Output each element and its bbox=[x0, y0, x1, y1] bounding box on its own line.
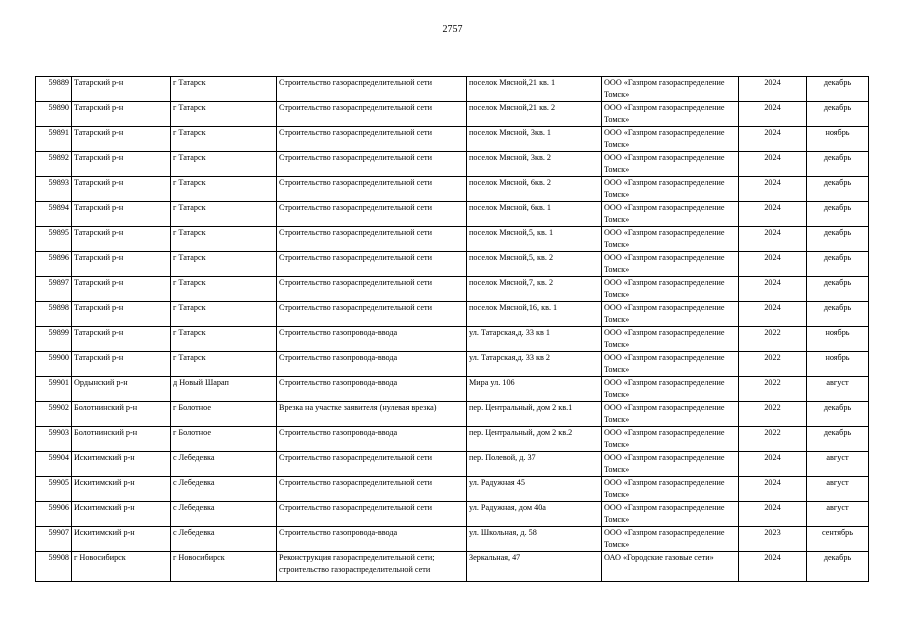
row-number-cell: 59904 bbox=[36, 452, 72, 477]
work-type-cell: Строительство газораспределительной сети bbox=[277, 202, 467, 227]
table-row bbox=[36, 177, 869, 202]
district-cell: Татарский р-н bbox=[72, 152, 171, 177]
work-type-cell: Строительство газопровода-ввода bbox=[277, 527, 467, 552]
table-row bbox=[36, 502, 869, 527]
organization-cell: ООО «Газпром газораспределение Томск» bbox=[602, 152, 739, 177]
district-cell: Болотнинский р-н bbox=[72, 402, 171, 427]
locality-cell: с Лебедевка bbox=[171, 452, 277, 477]
address-cell: поселок Мясной, 3кв. 2 bbox=[467, 152, 602, 177]
row-number-cell: 59897 bbox=[36, 277, 72, 302]
organization-cell: ОАО «Городские газовые сети» bbox=[602, 552, 739, 582]
row-number-cell: 59894 bbox=[36, 202, 72, 227]
locality-cell: г Татарск bbox=[171, 227, 277, 252]
work-type-cell: Строительство газопровода-ввода bbox=[277, 327, 467, 352]
organization-cell: ООО «Газпром газораспределение Томск» bbox=[602, 402, 739, 427]
address-cell: поселок Мясной,7, кв. 2 bbox=[467, 277, 602, 302]
locality-cell: г Новосибирск bbox=[171, 552, 277, 582]
month-cell: декабрь bbox=[807, 552, 869, 582]
locality-cell: г Татарск bbox=[171, 302, 277, 327]
table-row bbox=[36, 377, 869, 402]
district-cell: Татарский р-н bbox=[72, 252, 171, 277]
year-cell: 2022 bbox=[739, 377, 807, 402]
month-cell: декабрь bbox=[807, 427, 869, 452]
month-cell: декабрь bbox=[807, 77, 869, 102]
table-row bbox=[36, 352, 869, 377]
year-cell: 2024 bbox=[739, 477, 807, 502]
table-row bbox=[36, 277, 869, 302]
year-cell: 2023 bbox=[739, 527, 807, 552]
table-row bbox=[36, 427, 869, 452]
address-cell: Мира ул. 106 bbox=[467, 377, 602, 402]
locality-cell: г Татарск bbox=[171, 127, 277, 152]
address-cell: поселок Мясной,5, кв. 2 bbox=[467, 252, 602, 277]
organization-cell: ООО «Газпром газораспределение Томск» bbox=[602, 527, 739, 552]
registry-table bbox=[35, 76, 869, 582]
locality-cell: г Болотное bbox=[171, 402, 277, 427]
year-cell: 2024 bbox=[739, 152, 807, 177]
row-number-cell: 59906 bbox=[36, 502, 72, 527]
table-row bbox=[36, 127, 869, 152]
organization-cell: ООО «Газпром газораспределение Томск» bbox=[602, 477, 739, 502]
table-row bbox=[36, 477, 869, 502]
locality-cell: г Татарск bbox=[171, 352, 277, 377]
month-cell: ноябрь bbox=[807, 327, 869, 352]
locality-cell: г Татарск bbox=[171, 202, 277, 227]
table-row bbox=[36, 252, 869, 277]
year-cell: 2024 bbox=[739, 552, 807, 582]
work-type-cell: Строительство газопровода-ввода bbox=[277, 377, 467, 402]
row-number-cell: 59899 bbox=[36, 327, 72, 352]
address-cell: пер. Центральный, дом 2 кв.1 bbox=[467, 402, 602, 427]
work-type-cell: Строительство газораспределительной сети bbox=[277, 77, 467, 102]
locality-cell: г Татарск bbox=[171, 252, 277, 277]
organization-cell: ООО «Газпром газораспределение Томск» bbox=[602, 302, 739, 327]
work-type-cell: Строительство газораспределительной сети bbox=[277, 177, 467, 202]
table-row bbox=[36, 452, 869, 477]
address-cell: ул. Радужная, дом 40а bbox=[467, 502, 602, 527]
district-cell: Татарский р-н bbox=[72, 302, 171, 327]
year-cell: 2024 bbox=[739, 102, 807, 127]
district-cell: Татарский р-н bbox=[72, 77, 171, 102]
organization-cell: ООО «Газпром газораспределение Томск» bbox=[602, 352, 739, 377]
locality-cell: г Татарск bbox=[171, 77, 277, 102]
table-row bbox=[36, 327, 869, 352]
address-cell: поселок Мясной,5, кв. 1 bbox=[467, 227, 602, 252]
district-cell: Болотнинский р-н bbox=[72, 427, 171, 452]
address-cell: поселок Мясной,21 кв. 2 bbox=[467, 102, 602, 127]
month-cell: декабрь bbox=[807, 102, 869, 127]
work-type-cell: Строительство газораспределительной сети bbox=[277, 502, 467, 527]
address-cell: пер. Центральный, дом 2 кв.2 bbox=[467, 427, 602, 452]
organization-cell: ООО «Газпром газораспределение Томск» bbox=[602, 377, 739, 402]
row-number-cell: 59900 bbox=[36, 352, 72, 377]
month-cell: декабрь bbox=[807, 202, 869, 227]
district-cell: Искитимский р-н bbox=[72, 502, 171, 527]
locality-cell: г Татарск bbox=[171, 102, 277, 127]
year-cell: 2022 bbox=[739, 402, 807, 427]
address-cell: поселок Мясной,21 кв. 1 bbox=[467, 77, 602, 102]
year-cell: 2022 bbox=[739, 352, 807, 377]
month-cell: август bbox=[807, 477, 869, 502]
row-number-cell: 59896 bbox=[36, 252, 72, 277]
month-cell: декабрь bbox=[807, 252, 869, 277]
district-cell: Татарский р-н bbox=[72, 102, 171, 127]
month-cell: август bbox=[807, 452, 869, 477]
address-cell: поселок Мясной,16, кв. 1 bbox=[467, 302, 602, 327]
address-cell: ул. Школьная, д. 58 bbox=[467, 527, 602, 552]
locality-cell: г Татарск bbox=[171, 152, 277, 177]
row-number-cell: 59898 bbox=[36, 302, 72, 327]
address-cell: поселок Мясной, 6кв. 1 bbox=[467, 202, 602, 227]
month-cell: ноябрь bbox=[807, 352, 869, 377]
year-cell: 2024 bbox=[739, 227, 807, 252]
organization-cell: ООО «Газпром газораспределение Томск» bbox=[602, 102, 739, 127]
district-cell: Татарский р-н bbox=[72, 202, 171, 227]
year-cell: 2022 bbox=[739, 327, 807, 352]
district-cell: Татарский р-н bbox=[72, 277, 171, 302]
locality-cell: с Лебедевка bbox=[171, 477, 277, 502]
table-row bbox=[36, 227, 869, 252]
month-cell: август bbox=[807, 377, 869, 402]
district-cell: Татарский р-н bbox=[72, 327, 171, 352]
address-cell: поселок Мясной, 6кв. 2 bbox=[467, 177, 602, 202]
locality-cell: д Новый Шарап bbox=[171, 377, 277, 402]
organization-cell: ООО «Газпром газораспределение Томск» bbox=[602, 427, 739, 452]
row-number-cell: 59890 bbox=[36, 102, 72, 127]
district-cell: Татарский р-н bbox=[72, 177, 171, 202]
organization-cell: ООО «Газпром газораспределение Томск» bbox=[602, 252, 739, 277]
month-cell: ноябрь bbox=[807, 127, 869, 152]
table-row bbox=[36, 402, 869, 427]
row-number-cell: 59895 bbox=[36, 227, 72, 252]
locality-cell: г Татарск bbox=[171, 277, 277, 302]
work-type-cell: Врезка на участке заявителя (нулевая врезка) bbox=[277, 402, 467, 427]
work-type-cell: Строительство газопровода-ввода bbox=[277, 352, 467, 377]
organization-cell: ООО «Газпром газораспределение Томск» bbox=[602, 177, 739, 202]
row-number-cell: 59908 bbox=[36, 552, 72, 582]
work-type-cell: Строительство газораспределительной сети bbox=[277, 127, 467, 152]
district-cell: Татарский р-н bbox=[72, 352, 171, 377]
table-row bbox=[36, 202, 869, 227]
district-cell: Искитимский р-н bbox=[72, 452, 171, 477]
district-cell: г Новосибирск bbox=[72, 552, 171, 582]
work-type-cell: Строительство газораспределительной сети bbox=[277, 452, 467, 477]
work-type-cell: Реконструкция газораспределительной сети; строительство газораспределительной сети bbox=[277, 552, 467, 582]
month-cell: декабрь bbox=[807, 402, 869, 427]
year-cell: 2024 bbox=[739, 452, 807, 477]
organization-cell: ООО «Газпром газораспределение Томск» bbox=[602, 127, 739, 152]
address-cell: ул. Татарская,д. 33 кв 1 bbox=[467, 327, 602, 352]
organization-cell: ООО «Газпром газораспределение Томск» bbox=[602, 202, 739, 227]
month-cell: декабрь bbox=[807, 302, 869, 327]
address-cell: ул. Татарская,д. 33 кв 2 bbox=[467, 352, 602, 377]
year-cell: 2024 bbox=[739, 302, 807, 327]
month-cell: декабрь bbox=[807, 177, 869, 202]
district-cell: Ордынский р-н bbox=[72, 377, 171, 402]
address-cell: Зеркальная, 47 bbox=[467, 552, 602, 582]
work-type-cell: Строительство газораспределительной сети bbox=[277, 477, 467, 502]
month-cell: декабрь bbox=[807, 227, 869, 252]
locality-cell: с Лебедевка bbox=[171, 502, 277, 527]
row-number-cell: 59892 bbox=[36, 152, 72, 177]
organization-cell: ООО «Газпром газораспределение Томск» bbox=[602, 277, 739, 302]
year-cell: 2022 bbox=[739, 427, 807, 452]
locality-cell: г Болотное bbox=[171, 427, 277, 452]
locality-cell: с Лебедевка bbox=[171, 527, 277, 552]
month-cell: декабрь bbox=[807, 277, 869, 302]
year-cell: 2024 bbox=[739, 177, 807, 202]
month-cell: август bbox=[807, 502, 869, 527]
year-cell: 2024 bbox=[739, 202, 807, 227]
work-type-cell: Строительство газопровода-ввода bbox=[277, 427, 467, 452]
table-row bbox=[36, 77, 869, 102]
work-type-cell: Строительство газораспределительной сети bbox=[277, 152, 467, 177]
organization-cell: ООО «Газпром газораспределение Томск» bbox=[602, 227, 739, 252]
row-number-cell: 59902 bbox=[36, 402, 72, 427]
district-cell: Татарский р-н bbox=[72, 127, 171, 152]
locality-cell: г Татарск bbox=[171, 327, 277, 352]
year-cell: 2024 bbox=[739, 502, 807, 527]
row-number-cell: 59893 bbox=[36, 177, 72, 202]
work-type-cell: Строительство газораспределительной сети bbox=[277, 227, 467, 252]
locality-cell: г Татарск bbox=[171, 177, 277, 202]
row-number-cell: 59901 bbox=[36, 377, 72, 402]
row-number-cell: 59907 bbox=[36, 527, 72, 552]
row-number-cell: 59889 bbox=[36, 77, 72, 102]
organization-cell: ООО «Газпром газораспределение Томск» bbox=[602, 327, 739, 352]
work-type-cell: Строительство газораспределительной сети bbox=[277, 302, 467, 327]
district-cell: Татарский р-н bbox=[72, 227, 171, 252]
district-cell: Искитимский р-н bbox=[72, 477, 171, 502]
year-cell: 2024 bbox=[739, 252, 807, 277]
year-cell: 2024 bbox=[739, 127, 807, 152]
table-row bbox=[36, 552, 869, 582]
district-cell: Искитимский р-н bbox=[72, 527, 171, 552]
year-cell: 2024 bbox=[739, 277, 807, 302]
month-cell: декабрь bbox=[807, 152, 869, 177]
organization-cell: ООО «Газпром газораспределение Томск» bbox=[602, 77, 739, 102]
address-cell: пер. Полевой, д. 37 bbox=[467, 452, 602, 477]
row-number-cell: 59891 bbox=[36, 127, 72, 152]
row-number-cell: 59905 bbox=[36, 477, 72, 502]
organization-cell: ООО «Газпром газораспределение Томск» bbox=[602, 452, 739, 477]
address-cell: ул. Радужная 45 bbox=[467, 477, 602, 502]
work-type-cell: Строительство газораспределительной сети bbox=[277, 277, 467, 302]
table-row bbox=[36, 527, 869, 552]
work-type-cell: Строительство газораспределительной сети bbox=[277, 252, 467, 277]
registry-body bbox=[36, 77, 869, 582]
work-type-cell: Строительство газораспределительной сети bbox=[277, 102, 467, 127]
table-row bbox=[36, 302, 869, 327]
year-cell: 2024 bbox=[739, 77, 807, 102]
month-cell: сентябрь bbox=[807, 527, 869, 552]
row-number-cell: 59903 bbox=[36, 427, 72, 452]
table-row bbox=[36, 102, 869, 127]
address-cell: поселок Мясной, 3кв. 1 bbox=[467, 127, 602, 152]
table-row bbox=[36, 152, 869, 177]
page-number: 2757 bbox=[442, 24, 463, 35]
organization-cell: ООО «Газпром газораспределение Томск» bbox=[602, 502, 739, 527]
